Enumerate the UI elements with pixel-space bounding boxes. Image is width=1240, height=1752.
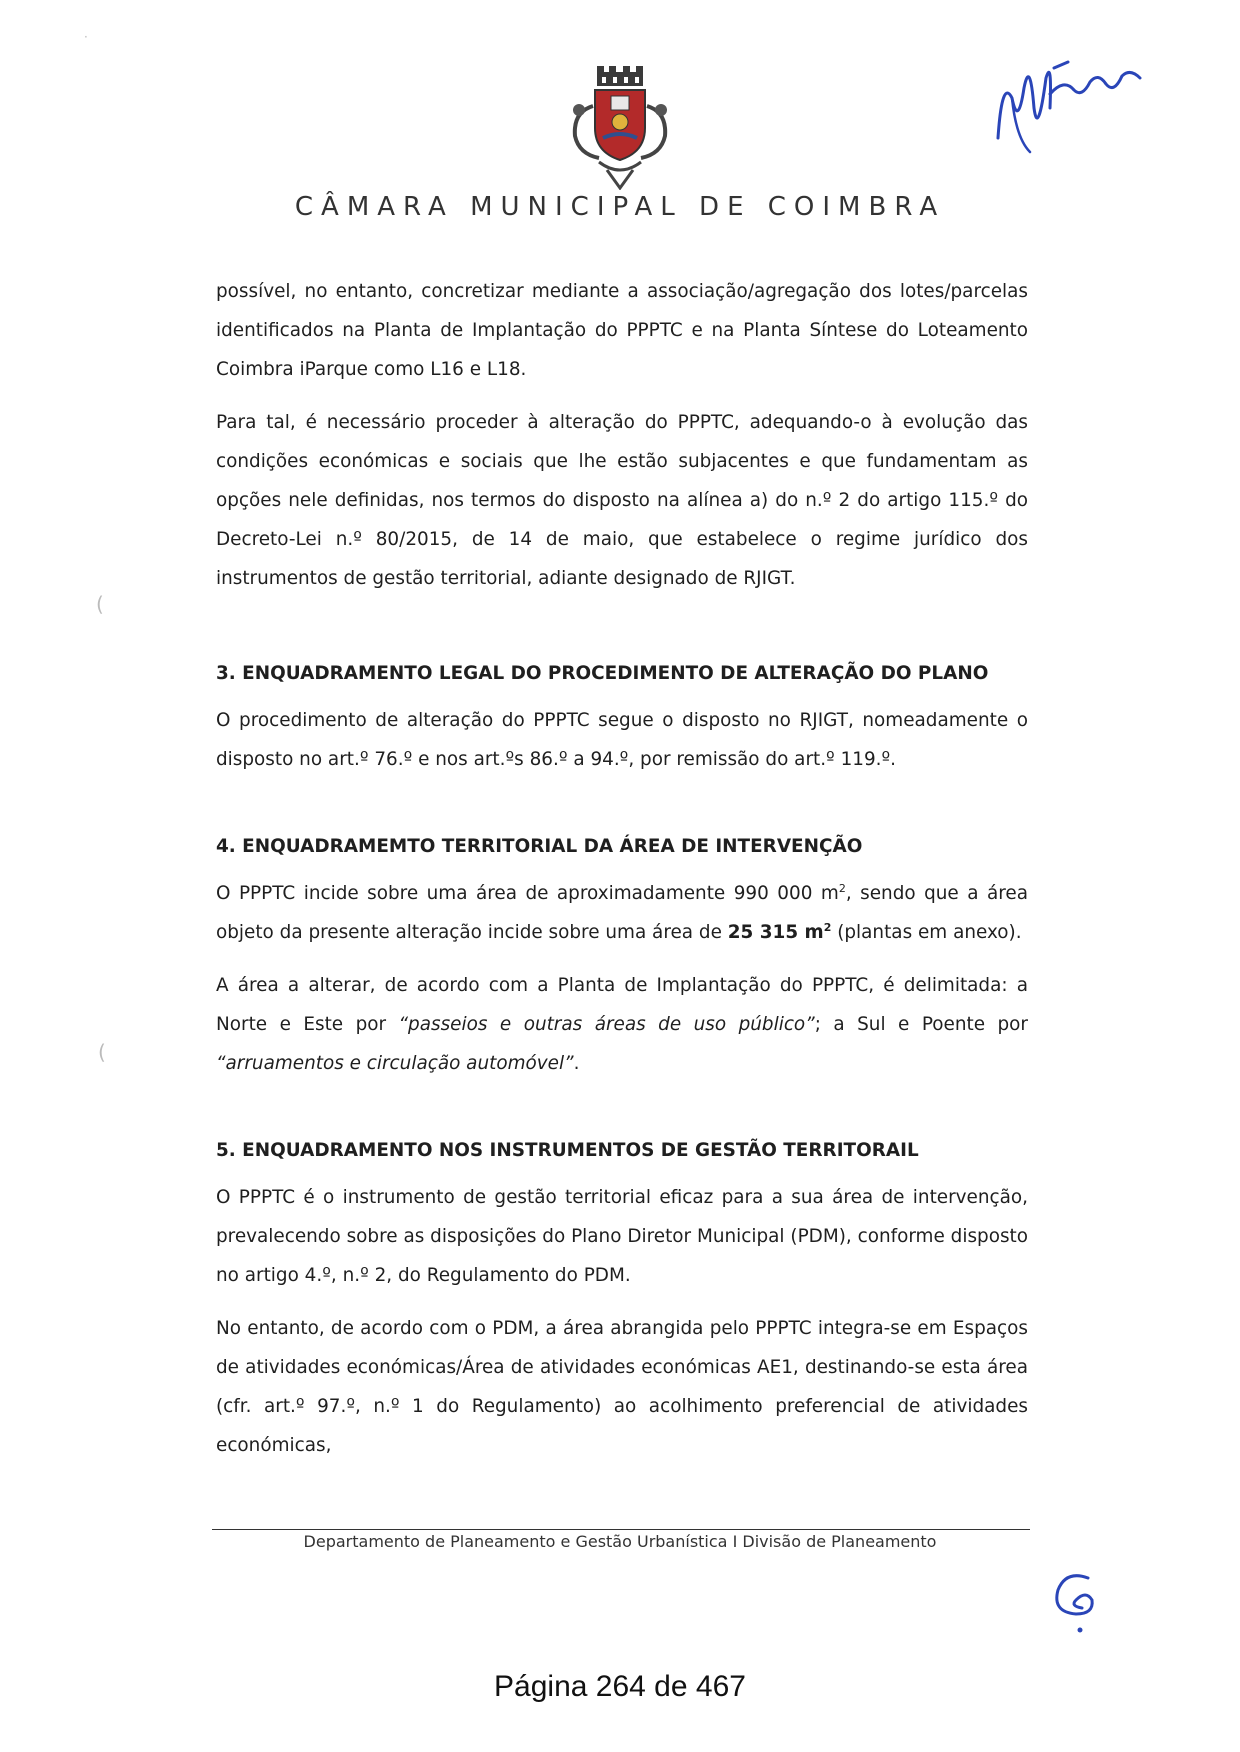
paragraph: No entanto, de acordo com o PDM, a área abrangida pelo PPPTC integra-se em Espaços de atividades económicas/Área de atividades económicas AE1, destinando-se esta área (cfr. art.º 97.º, n.º 1 do Regulamento) ao acolhimento preferencial de atividades económicas,	[216, 1318, 1028, 1456]
section-heading: 3. ENQUADRAMENTO LEGAL DO PROCEDIMENTO DE ALTERAÇÃO DO PLANO	[216, 663, 989, 684]
section-heading: 5. ENQUADRAMENTO NOS INSTRUMENTOS DE GESTÃO TERRITORAIL	[216, 1140, 919, 1161]
text-run: (plantas em anexo).	[831, 922, 1022, 943]
quoted-term: “passeios e outras áreas de uso público”	[398, 1014, 815, 1035]
scan-speck: (	[96, 592, 104, 616]
footer-divider	[212, 1529, 1030, 1530]
scan-speck: ·	[84, 30, 88, 44]
paragraph: O PPPTC é o instrumento de gestão territorial eficaz para a sua área de intervenção, prevalecendo sobre as disposições do Plano Diretor Municipal (PDM), conforme disposto no artigo 4.º, n.º 2, do Regulamento do PDM.	[216, 1187, 1028, 1286]
footer-department: Departamento de Planeamento e Gestão Urbanística I Divisão de Planeamento	[303, 1532, 937, 1551]
text-run: ; a Sul e Poente por	[814, 1014, 1028, 1035]
section-heading: 4. ENQUADRAMEMTO TERRITORIAL DA ÁREA DE INTERVENÇÃO	[216, 836, 863, 857]
text-run: O PPPTC incide sobre uma área de aproximadamente 990 000 m	[216, 883, 839, 904]
text-run: .	[573, 1053, 580, 1074]
handwritten-signature	[990, 38, 1150, 158]
paragraph: Para tal, é necessário proceder à alteração do PPPTC, adequando-o à evolução das condições económicas e sociais que lhe estão subjacentes e que fundamentam as opções nele definidas, nos termos do disposto na alínea a) do n.º 2 do artigo 115.º do Decreto-Lei n.º 80/2015, de 14 de maio, que estabelece o regime jurídico dos instrumentos de gestão territorial, adiante designado de RJIGT.	[216, 412, 1028, 589]
paragraph: O procedimento de alteração do PPPTC segue o disposto no RJIGT, nomeadamente o disposto no art.º 76.º e nos art.ºs 86.º a 94.º, por remissão do art.º 119.º.	[216, 710, 1028, 770]
scan-speck: (	[98, 1040, 106, 1064]
organization-name: CÂMARA MUNICIPAL DE COIMBRA	[294, 192, 946, 222]
paragraph	[216, 874, 1028, 952]
text-run: 25 315 m	[727, 922, 824, 943]
document-body	[216, 272, 1028, 1479]
coat-of-arms-logo	[555, 66, 685, 190]
superscript: 2	[823, 920, 832, 934]
page-number: Página 264 de 467	[494, 1670, 746, 1703]
paragraph: possível, no entanto, concretizar mediante a associação/agregação dos lotes/parcelas identificados na Planta de Implantação do PPPTC e na Planta Síntese do Loteamento Coimbra iParque como L16 e L18.	[216, 281, 1028, 380]
text-run: , sendo que a área objeto da presente alteração incide sobre uma área de	[216, 883, 1028, 943]
paragraph	[216, 966, 1028, 1083]
superscript: 2	[838, 881, 846, 895]
handwritten-initials	[1036, 1560, 1116, 1640]
area-value	[728, 922, 832, 943]
text-run: A área a alterar, de acordo com a Planta de Implantação do PPPTC, é delimitada: a Norte e Este por	[216, 975, 1028, 1035]
quoted-term: “arruamentos e circulação automóvel”	[216, 1053, 574, 1074]
